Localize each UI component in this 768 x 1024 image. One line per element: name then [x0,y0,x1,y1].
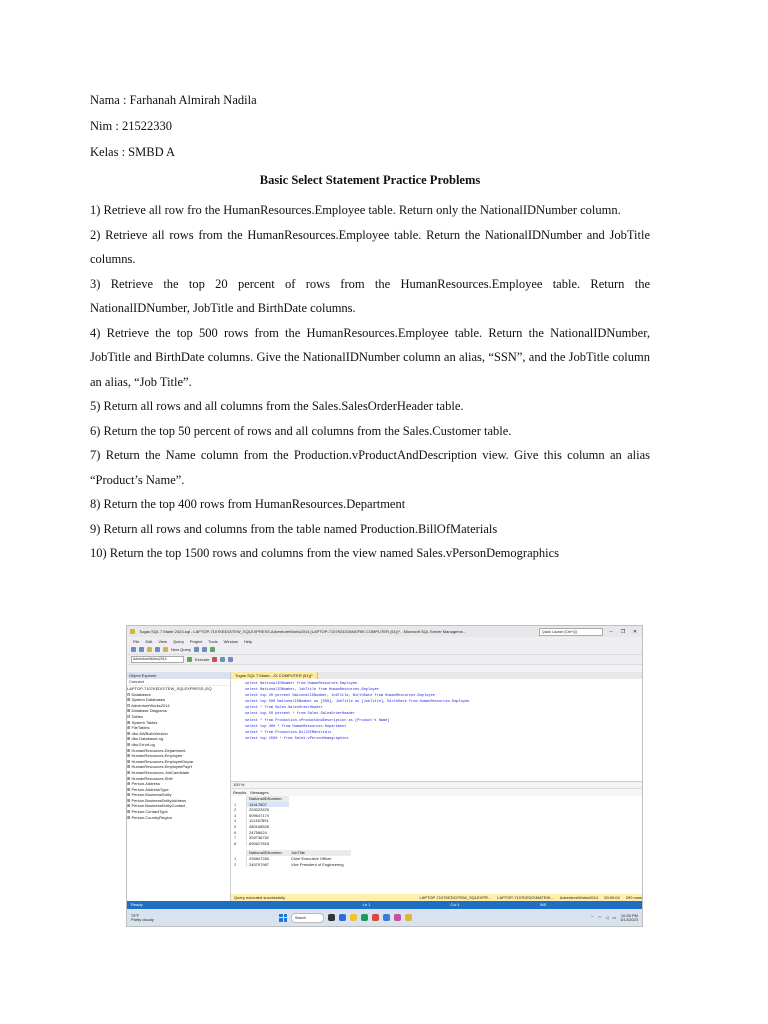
battery-icon[interactable]: ▭ [612,915,617,920]
cell-job-title[interactable]: Chief Executive Officer [291,855,332,861]
document-body [90,92,650,566]
tree-item[interactable]: ⊞ Person.BusinessEntityContact [127,803,186,809]
taskbar-search[interactable]: Search [291,913,324,923]
window-title: Tugas SQL 7 Marte 2023.sql - LAPTOP-7107KEDO\TEW_SQLEXPRESS.AdventureWorks2014 (LAPTOP-7107KEDO\MATRIK COMPUTER (51))* - Microsoft SQL Server Manageme... [139,629,467,634]
cell-job-title[interactable]: Vice President of Engineering [291,861,344,867]
code-line: select top 20 percent NationalIDNumber, JobTitle, BirthDate from HumanResources.Employee [245,694,435,699]
window-titlebar [127,626,642,637]
row-number: 4 [234,818,237,824]
task-view-icon[interactable] [328,914,335,921]
tree-item[interactable]: ⊞ HumanResources.Department [127,747,186,753]
undo-icon[interactable] [194,647,199,652]
result-tabs [231,789,642,796]
new-query-icon[interactable] [163,647,168,652]
work-area [127,672,642,901]
toolbar-query [127,655,642,665]
results-grid-icon[interactable] [228,657,233,662]
row-number: 1 [234,801,237,807]
object-explorer [127,672,231,901]
wifi-icon[interactable]: ◠ [597,915,602,920]
cell-national-id[interactable]: 480168528 [246,824,289,830]
problem-1: 1) Retrieve all row fro the HumanResources.Employee table. Return only the NationalIDNumber column. [90,203,621,217]
menu-view[interactable]: View [158,638,167,644]
student-name: Nama : Farhanah Almirah Nadila [90,93,257,107]
volume-icon[interactable]: ◁ [605,915,609,920]
windows-start-icon[interactable] [279,914,287,922]
tree-item[interactable]: ⊞ HumanResources.Employee [127,753,183,759]
code-line: select * from Production.BillOfMaterials [245,730,332,735]
clock[interactable] [620,914,638,922]
grid1-column-header[interactable]: NationalIDNumber [246,796,289,802]
query-editor[interactable] [231,679,642,782]
tree-item[interactable]: ⊟ Databases [127,691,151,697]
word-icon[interactable] [383,914,390,921]
row-number: 2 [234,807,237,813]
line-indicator: Ln 1 [362,902,371,907]
code-line: select top 50 percent * from Sales.SalesOrderHeader [245,712,355,717]
tree-item[interactable]: ⊞ HumanResources.EmployeePayH [127,764,193,770]
student-nim: Nim : 21522330 [90,119,172,133]
close-icon[interactable]: ✕ [632,628,638,635]
tree-item[interactable]: ⊞ Person.CountryRegion [127,814,172,820]
problem-6: 6) Return the top 50 percent of rows and all columns from the Sales.Customer table. [90,423,512,438]
new-query-button[interactable]: New Query [171,647,192,652]
code-line: select top 500 NationalIDNumber as [SSN], JobTitle as [JobTitle], BirthDate from HumanResources.Employee [245,700,470,705]
tree-item[interactable]: ⊞ dbo.ErrorLog [127,741,155,747]
tree-item[interactable]: LAPTOP-7107KEDO\TEW_SQLEXPRESS (SQ [127,686,212,691]
cell-national-id[interactable]: 245797967 [246,862,289,868]
redo-icon[interactable] [202,647,207,652]
tree-item[interactable]: ⊞ Person.BusinessEntity [127,792,172,798]
cell-national-id[interactable]: 690627818 [246,841,289,847]
status-database: AdventureWorks2014 [559,895,599,900]
tree-item[interactable]: ⊞ Database Diagrams [127,708,167,714]
menu-edit[interactable]: Edit [145,638,153,644]
chat-icon[interactable] [339,914,346,921]
document-tabs [231,672,642,679]
tree-item[interactable]: ⊞ HumanResources.Shift [127,775,173,781]
weather-desc: Partly cloudy [131,916,154,922]
forward-icon[interactable] [139,647,144,652]
back-icon[interactable] [131,647,136,652]
row-number: 6 [234,829,237,835]
problem-4: 4) Retrieve the top 500 rows from the HumanResources.Employee table. Return the NationalIDNumber, JobTitle and BirthDate columns. Give the NationalIDNumber column an alias, “SSN”, and the JobTitle column an alias, “Job Title”. [90,325,650,389]
weather-widget[interactable] [131,914,171,922]
problem-9: 9) Return all rows and columns from the table named Production.BillOfMaterials [90,521,498,536]
cell-national-id[interactable]: 295847284 [246,856,289,862]
cell-national-id[interactable]: 14417807 [246,802,289,808]
tab-results[interactable]: Results [233,790,247,795]
row-number: 2 [234,861,237,867]
tree-item[interactable]: ⊞ Person.Address [127,781,160,787]
parse-icon[interactable] [220,657,225,662]
menu-file[interactable]: File [133,638,140,644]
editor-pane [231,672,642,901]
code-line: select * from Production.vProductAndDescription as [Product's Name] [245,718,390,723]
code-line: select NationalIDNumber, JobTitle from HumanResources.Employee [245,688,379,693]
object-explorer-title: Object Explorer [127,672,230,679]
tree-item[interactable]: ⊞ System Tables [127,719,158,725]
execute-icon[interactable] [187,657,192,662]
problem-8: 8) Return the top 400 rows from HumanResources.Department [90,497,406,511]
results-grid [231,796,642,894]
menu-project[interactable]: Project [189,638,203,644]
tree-item[interactable]: ⊞ HumanResources.JobCandidate [127,769,190,775]
status-server: LAPTOP-7107KEDO\TEW_SQLEXPR... [419,895,492,900]
tree-item[interactable]: ⊞ dbo.AWBuildVersion [127,730,168,736]
code-line: select NationalIDNumber from HumanResources.Employee [245,682,358,686]
edge-icon[interactable] [361,914,368,921]
weather-temp: 75°F [131,912,140,918]
tree-item[interactable]: ⊞ Person.AddressType [127,786,169,792]
tree-item[interactable]: ⊞ Person.BusinessEntityAddress [127,797,187,803]
grid2-column-header-2[interactable]: JobTitle [289,850,351,856]
menu-tools[interactable]: Tools [208,638,218,644]
menu-query[interactable]: Query [172,638,184,644]
tree-item[interactable]: ⊞ FileTables [127,725,150,731]
insert-mode-indicator: INS [539,902,547,907]
status-user: LAPTOP-7107KEDO\MATRIK... [497,895,554,900]
query-status-bar [231,894,642,901]
maximize-icon[interactable]: ❐ [620,628,626,635]
problem-5: 5) Return all rows and all columns from the Sales.SalesOrderHeader table. [90,399,464,413]
chevron-up-icon[interactable]: ⌃ [590,915,594,920]
problem-7: 7) Return the Name column from the Production.vProductAndDescription view. Give this column an alias “Product’s Name”. [90,448,650,487]
connect-button[interactable]: Connect [127,679,230,686]
problem-2: 2) Retrieve all rows from the HumanResources.Employee table. Return the NationalIDNumber and JobTitle columns. [90,227,650,266]
tree-item[interactable]: ⊟ AdventureWorks2014 [127,702,170,708]
system-tray [590,914,638,922]
tree-item[interactable]: ⊞ dbo.DatabaseLog [127,736,164,742]
cell-national-id[interactable]: 253022876 [246,807,289,813]
tree-item[interactable]: ⊞ Person.ContactType [127,809,168,815]
start-icon[interactable] [210,647,215,652]
code-line: select * from Sales.SalesOrderHeader [245,706,323,711]
ssms-app-icon [130,629,135,634]
cancel-query-icon[interactable] [212,657,217,662]
clock-time: 10:35 PM [620,912,638,918]
store-icon[interactable] [394,914,401,921]
code-line: select top 1500 * from Sales.vPersonDemographics [245,736,349,741]
cell-national-id[interactable]: 509647174 [246,813,289,819]
execute-button[interactable]: Execute [195,657,210,662]
database-selector[interactable]: AdventureWorks2014 [131,656,184,663]
ssms-screenshot [126,625,643,927]
save-icon[interactable] [155,647,160,652]
row-number: 3 [234,812,237,818]
cell-national-id[interactable]: 112457891 [246,818,289,824]
page-title: Basic Select Statement Practice Problems [259,173,481,187]
app-status-bar [127,901,642,909]
problem-3: 3) Retrieve the top 20 percent of rows from the HumanResources.Employee table. Return the NationalIDNumber, JobTitle and BirthDate columns. [90,276,650,315]
tree-item[interactable]: ⊟ Tables [127,713,143,719]
minimize-icon[interactable]: – [609,628,613,635]
tree-item[interactable]: ⊞ System Databases [127,697,166,703]
quick-launch-input[interactable]: Quick Launch (Ctrl+Q) [539,628,603,636]
menu-help[interactable]: Help [243,638,253,644]
windows-taskbar [127,909,642,926]
status-rows: 290 rows [625,895,642,900]
tab-messages[interactable]: Messages [250,790,269,795]
grid2-column-header-1[interactable]: NationalIDNumber [246,850,289,856]
file-explorer-icon[interactable] [350,914,357,921]
menu-window[interactable]: Window [223,638,238,644]
row-number: 8 [234,840,237,846]
zoom-level[interactable]: 100 % [231,782,642,789]
table-row[interactable] [234,862,642,868]
tab-query[interactable]: Tugas SQL 7 Marte...JX COMPUTER (51))* [231,672,318,679]
ready-label: Ready [131,902,143,907]
cell-national-id[interactable]: 309738752 [246,835,289,841]
toolbar-standard [127,645,642,655]
code-line: select top 400 * from HumanResources.Department [245,724,347,729]
row-number: 7 [234,835,237,841]
object-tree [127,686,230,820]
clock-date: 3/13/2023 [620,916,638,922]
query-status-message: Query executed successfully. [234,895,286,900]
status-elapsed: 00:00:04 [604,895,620,900]
ssms-taskbar-icon[interactable] [405,914,412,921]
row-number: 1 [234,855,237,861]
open-folder-icon[interactable] [147,647,152,652]
row-number: 5 [234,823,237,829]
cell-national-id[interactable]: 24756624 [246,830,289,836]
menu-bar [127,637,642,645]
problem-10: 10) Return the top 1500 rows and columns from the view named Sales.vPersonDemographics [90,546,560,560]
column-indicator: Col 1 [450,902,460,907]
chrome-icon[interactable] [372,914,379,921]
tree-item[interactable]: ⊞ HumanResources.EmployeeDepar [127,758,194,764]
student-class: Kelas : SMBD A [90,145,176,159]
